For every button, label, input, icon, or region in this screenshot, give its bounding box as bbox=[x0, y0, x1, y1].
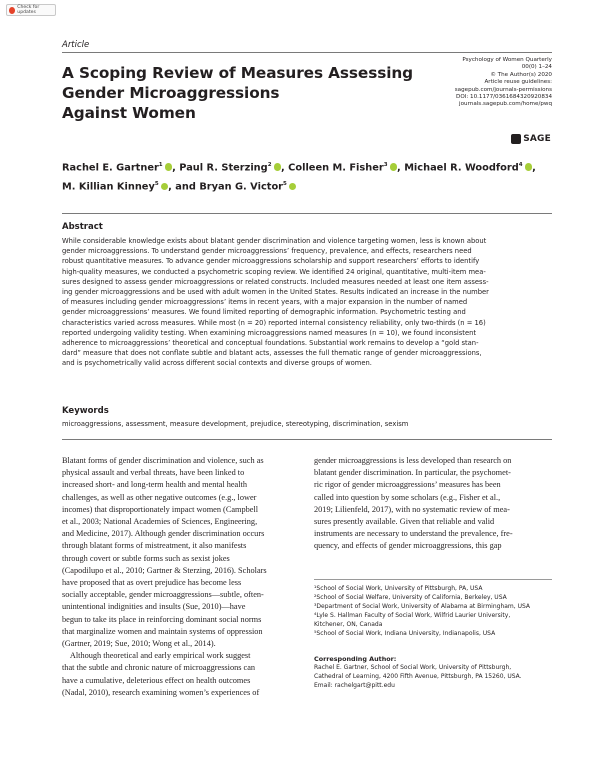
author-name: Colleen M. Fisher bbox=[288, 162, 384, 174]
body-line: ric rigor of gender microaggressions’ measures has been bbox=[314, 480, 501, 490]
affiliation-marker: 2 bbox=[267, 162, 272, 168]
abstract-line: characteristics varied across measures. While most (n = 20) reported internal consistency reliability, only two-thirds (n = 16) bbox=[62, 318, 486, 327]
affiliation: ¹School of Social Work, University of Pittsburgh, PA, USA bbox=[314, 585, 483, 592]
abstract-line: and is psychometrically valid across different social contexts and diverse groups of women. bbox=[62, 359, 372, 368]
body-line: challenges, as well as other negative outcomes (e.g., lower bbox=[62, 492, 257, 502]
orcid-icon[interactable] bbox=[165, 163, 173, 171]
sage-icon bbox=[511, 134, 521, 144]
orcid-icon[interactable] bbox=[274, 163, 282, 171]
body-line: Although theoretical and early empirical work suggest bbox=[62, 651, 251, 661]
abstract-line: ing gender microaggressions and be used with adult women in the United States. Results indicated an increase in the number bbox=[62, 288, 489, 297]
separator: , bbox=[172, 162, 176, 174]
author-name: Michael R. Woodford bbox=[404, 162, 519, 174]
corresponding-line: Rachel E. Gartner, School of Social Work, University of Pittsburgh, bbox=[314, 664, 512, 671]
body-line: begun to take its place in reinforcing dominant social norms bbox=[62, 614, 262, 624]
orcid-icon[interactable] bbox=[289, 183, 297, 191]
orcid-icon[interactable] bbox=[525, 163, 533, 171]
author-list bbox=[62, 157, 562, 196]
body-line: blatant gender discrimination. In particular, the psychomet- bbox=[314, 468, 511, 478]
corresponding-line: Cathedral of Learning, 4200 Fifth Avenue, Pittsburgh, PA 15260, USA. bbox=[314, 672, 522, 680]
body-line: (Capodilupo et al., 2010; Gartner & Sterzing, 2016). Scholars bbox=[62, 565, 267, 575]
title-line: A Scoping Review of Measures Assessing bbox=[62, 64, 413, 82]
body-line: called into question by some scholars (e.g., Fisher et al., bbox=[314, 492, 501, 502]
separator: , bbox=[397, 162, 401, 174]
body-column-right bbox=[314, 455, 552, 553]
journal-name: Psychology of Women Quarterly bbox=[462, 57, 552, 63]
body-line: Blatant forms of gender discrimination and violence, such as bbox=[62, 456, 264, 465]
update-icon bbox=[9, 7, 15, 14]
keywords-list: microaggressions, assessment, measure development, prejudice, stereotyping, discrimination, sexism bbox=[62, 420, 409, 428]
body-line: have proposed that as overt prejudice has become less bbox=[62, 578, 242, 588]
body-line: that the subtle and chronic nature of microaggressions can bbox=[62, 663, 256, 673]
copyright: © The Author(s) 2020 bbox=[490, 71, 552, 78]
keywords-divider bbox=[62, 439, 552, 440]
abstract-line: sures designed to assess gender microaggressions or related constructs. Included measures needed at least one item assess- bbox=[62, 277, 489, 286]
body-line: physical assault and verbal threats, have been linked to bbox=[62, 468, 245, 478]
body-line: through blatant forms of mistreatment, it also manifests bbox=[62, 541, 247, 551]
affiliation-marker: 4 bbox=[518, 162, 523, 168]
body-line: and Medicine, 2017). Although gender discrimination occurs bbox=[62, 529, 265, 539]
body-line: (Nadal, 2010), research examining women’s experiences of bbox=[62, 687, 260, 697]
abstract-line: gender microaggressions. To understand gender microaggressions’ frequency, prevalence, and effects, researchers need bbox=[62, 247, 472, 256]
author-name: Rachel E. Gartner bbox=[62, 162, 159, 174]
reuse-label: Article reuse guidelines: bbox=[484, 79, 552, 86]
body-line: 2019; Lilienfeld, 2017), with no systematic review of mea- bbox=[314, 504, 510, 514]
abstract-line: gender microaggressions’ measures. We found limited reporting of demographic information. Psychometric testing and bbox=[62, 308, 466, 317]
body-line: have a cumulative, deleterious effect on health outcomes bbox=[62, 675, 251, 685]
sage-wordmark: SAGE bbox=[523, 134, 551, 144]
orcid-icon[interactable] bbox=[390, 163, 398, 171]
affiliation-marker: 3 bbox=[383, 162, 388, 168]
abstract-body bbox=[62, 236, 554, 369]
affiliations-divider bbox=[314, 579, 552, 580]
article-title bbox=[62, 63, 413, 123]
abstract-line: robust quantitative measures. To advance gender microaggressions scholarship and support researchers’ efforts to identify bbox=[62, 257, 480, 266]
corresponding-author bbox=[314, 664, 522, 691]
abstract-line: high-quality measures, we conducted a psychometric scoping review. We identified 24 original, quantitative, multi-item mea- bbox=[62, 267, 486, 276]
author-line bbox=[62, 176, 562, 195]
body-line: unintentional indignities and insults (Sue, 2010)—have bbox=[62, 602, 246, 612]
title-line: Gender Microaggressions bbox=[62, 84, 280, 102]
abstract-line: of measures including gender microaggressions’ items in recent years, with a major expansion in the number of named bbox=[62, 298, 468, 307]
abstract-line: dard” measure that does not conflate subtle and blatant acts, assesses the full thematic range of gender microaggressions, bbox=[62, 349, 482, 358]
author-line bbox=[62, 157, 562, 176]
body-line: incomes) that disproportionately impact women (Campbell bbox=[62, 504, 259, 514]
corresponding-email[interactable]: Email: rachelgart@pitt.edu bbox=[314, 681, 395, 689]
journal-info bbox=[455, 57, 552, 109]
affiliation: ³Department of Social Work, University of Alabama at Birmingham, USA bbox=[314, 602, 530, 610]
affiliation: Kitchener, ON, Canada bbox=[314, 620, 383, 628]
body-line: et al., 2003; National Academies of Sciences, Engineering, bbox=[62, 517, 258, 527]
separator: , bbox=[532, 162, 536, 174]
affiliation: ⁴Lyle S. Hallman Faculty of Social Work, Wilfrid Laurier University, bbox=[314, 611, 511, 619]
author-name: Paul R. Sterzing bbox=[179, 162, 268, 174]
title-line: Against Women bbox=[62, 104, 196, 122]
body-line: instruments are necessary to understand the prevalence, fre- bbox=[314, 529, 513, 539]
body-line: that marginalize women and maintain systems of oppression bbox=[62, 626, 263, 636]
top-divider bbox=[62, 52, 552, 53]
separator: , bbox=[281, 162, 285, 174]
keywords-heading: Keywords bbox=[62, 406, 109, 416]
check-for-updates-badge[interactable] bbox=[6, 4, 56, 16]
article-type: Article bbox=[62, 40, 90, 50]
abstract-heading: Abstract bbox=[62, 222, 103, 232]
journal-home-link[interactable]: journals.sagepub.com/home/pwq bbox=[459, 101, 552, 108]
abstract-line: reported undergoing validity testing. When examining microaggressions named measures (n = 10), we found inconsistent bbox=[62, 328, 477, 337]
affiliations bbox=[314, 585, 530, 638]
affiliation: ²School of Social Welfare, University of California, Berkeley, USA bbox=[314, 593, 507, 601]
affiliation-marker: 1 bbox=[158, 162, 163, 168]
abstract-line: adherence to microaggressions’ theoretical and conceptual foundations. Substantial work remains to develop a “gold stan- bbox=[62, 339, 479, 348]
body-column-left bbox=[62, 455, 298, 699]
affiliation-marker: 5 bbox=[283, 181, 287, 188]
publisher-logo bbox=[511, 134, 551, 144]
body-line: through covert or subtle forms such as sexist jokes bbox=[62, 553, 230, 563]
body-line: sures presently available. Given that reliable and valid bbox=[314, 517, 495, 527]
body-line: (Gartner, 2019; Sue, 2010; Wong et al., 2014). bbox=[62, 639, 216, 649]
body-line: quency, and effects of gender microaggressions, this gap bbox=[314, 541, 502, 551]
permissions-link[interactable]: sagepub.com/journals-permissions bbox=[454, 86, 552, 93]
author-name: M. Killian Kinney bbox=[62, 181, 155, 193]
abstract-line: While considerable knowledge exists about blatant gender discrimination and violence targeting women, less is known about bbox=[62, 237, 487, 245]
author-name: Bryan G. Victor bbox=[199, 181, 284, 193]
body-line: gender microaggressions is less developed than research on bbox=[314, 456, 512, 465]
affiliation: ⁵School of Social Work, Indiana University, Indianapolis, USA bbox=[314, 629, 496, 637]
separator: , and bbox=[168, 181, 196, 193]
journal-volume: 00(0) 1–24 bbox=[521, 64, 552, 71]
abstract-divider bbox=[62, 213, 552, 214]
body-line: increased short- and long-term health and mental health bbox=[62, 480, 247, 490]
corresponding-author-heading: Corresponding Author: bbox=[314, 655, 397, 663]
doi[interactable]: DOI: 10.1177/0361684320920834 bbox=[456, 94, 552, 101]
body-line: socially acceptable, gender microaggressions—subtle, often- bbox=[62, 590, 264, 600]
badge-label: Check for updates bbox=[17, 5, 40, 15]
affiliation-marker: 5 bbox=[154, 181, 159, 188]
